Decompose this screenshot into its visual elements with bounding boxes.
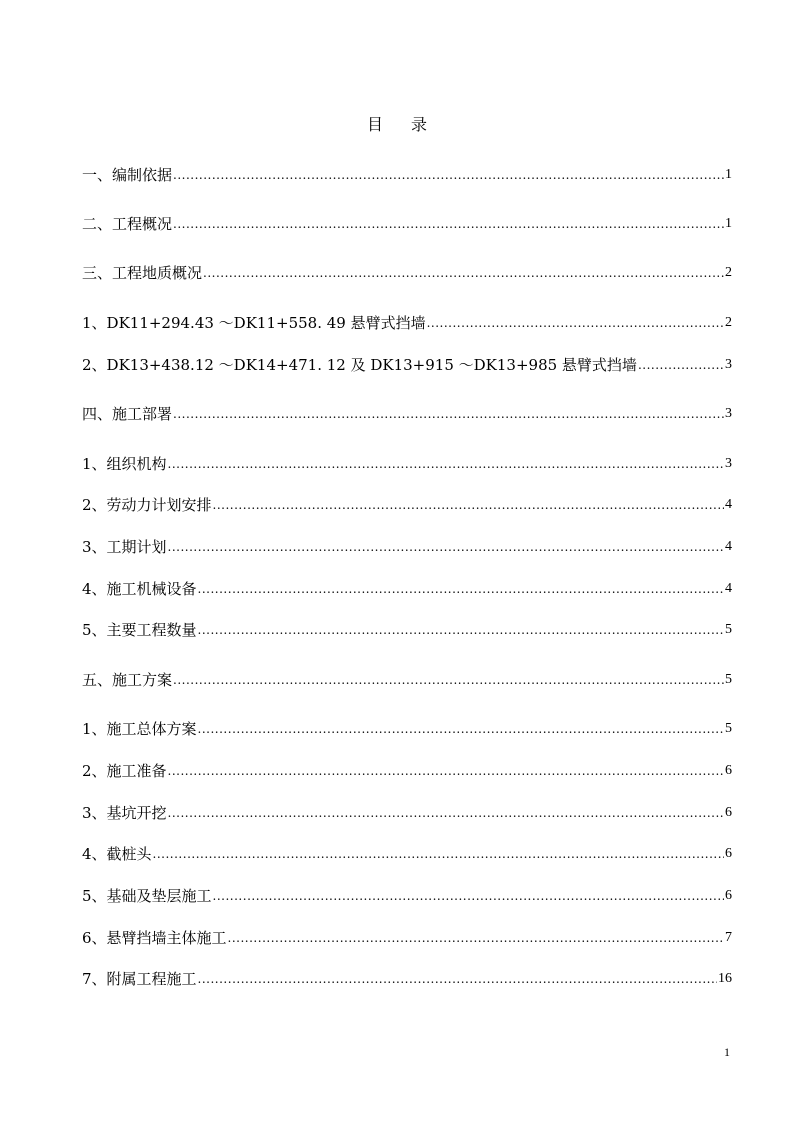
toc-entry-label: 1、DK11+294.43 ～DK11+558. 49 悬臂式挡墙 (82, 314, 426, 332)
toc-leader-dots (198, 582, 724, 598)
toc-entry-page: 5 (725, 672, 732, 687)
toc-leader-dots (168, 457, 724, 473)
toc-entry-page: 2 (725, 315, 732, 330)
toc-entry-page: 5 (725, 721, 732, 736)
toc-entry-label: 1、组织机构 (82, 455, 167, 473)
toc-entry-page: 6 (725, 805, 732, 820)
toc-leader-dots (168, 764, 724, 780)
toc-entry[interactable] (82, 211, 732, 233)
toc-leader-dots (638, 358, 724, 374)
toc-entry[interactable] (82, 925, 732, 947)
toc-entry[interactable] (82, 758, 732, 780)
toc-entry-page: 3 (725, 406, 732, 421)
toc-entry[interactable] (82, 716, 732, 738)
toc-entry-label: 2、施工准备 (82, 762, 167, 780)
toc-entry-label: 4、施工机械设备 (82, 580, 197, 598)
toc-entry-label: 1、施工总体方案 (82, 720, 197, 738)
toc-entry-page: 6 (725, 888, 732, 903)
toc-entry-label: 2、DK13+438.12 ～DK14+471. 12 及 DK13+915 ～DK13+985 悬臂式挡墙 (82, 356, 637, 374)
toc-leader-dots (168, 540, 724, 556)
toc-entry[interactable] (82, 667, 732, 689)
toc-entry[interactable] (82, 576, 732, 598)
toc-entry[interactable] (82, 800, 732, 822)
toc-leader-dots (203, 266, 724, 282)
toc-leader-dots (427, 316, 724, 332)
toc-entry[interactable] (82, 841, 732, 863)
toc-entry-label: 四、施工部署 (82, 405, 173, 423)
page-number: 1 (724, 1045, 730, 1059)
toc-leader-dots (173, 407, 724, 423)
toc-entry-label: 二、工程概况 (82, 215, 173, 233)
toc-leader-dots (228, 931, 724, 947)
toc-entry-page: 3 (725, 456, 732, 471)
toc-leader-dots (213, 889, 724, 905)
toc-entry-label: 5、主要工程数量 (82, 621, 197, 639)
toc-entry-label: 3、工期计划 (82, 538, 167, 556)
toc-title (0, 112, 794, 135)
toc-entry-label: 7、附属工程施工 (82, 970, 197, 988)
toc-entry[interactable] (82, 617, 732, 639)
toc-entry[interactable] (82, 260, 732, 282)
toc-leader-dots (153, 847, 724, 863)
toc-entry-page: 3 (725, 357, 732, 372)
toc-entry-label: 一、编制依据 (82, 166, 173, 184)
toc-entry-page: 6 (725, 763, 732, 778)
toc-title-part2: 录 (411, 115, 428, 134)
toc-entry-page: 7 (725, 930, 732, 945)
toc-leader-dots (198, 722, 724, 738)
toc-leader-dots (173, 217, 724, 233)
toc-entry-page: 4 (725, 539, 732, 554)
toc-leader-dots (213, 498, 724, 514)
toc-entry-label: 2、劳动力计划安排 (82, 496, 212, 514)
toc-entry-page: 2 (725, 265, 732, 280)
toc-entry-page: 1 (725, 216, 732, 231)
toc-leader-dots (173, 168, 724, 184)
toc-entry-page: 5 (725, 622, 732, 637)
toc-entry[interactable] (82, 352, 732, 374)
toc-entry-page: 6 (725, 846, 732, 861)
toc-entry[interactable] (82, 883, 732, 905)
toc-entry-label: 3、基坑开挖 (82, 804, 167, 822)
toc-entry-label: 5、基础及垫层施工 (82, 887, 212, 905)
toc-title-part1: 目 (366, 115, 383, 134)
toc-leader-dots (198, 972, 717, 988)
toc-entry[interactable] (82, 492, 732, 514)
toc-entry[interactable] (82, 451, 732, 473)
toc-entry-label: 三、工程地质概况 (82, 264, 203, 282)
toc-entry-page: 1 (725, 167, 732, 182)
toc-entry[interactable] (82, 310, 732, 332)
toc-entry[interactable] (82, 162, 732, 184)
toc-entry[interactable] (82, 966, 732, 988)
toc-entry-label: 4、截桩头 (82, 845, 152, 863)
toc-entry-page: 4 (725, 581, 732, 596)
toc-entry[interactable] (82, 401, 732, 423)
toc-entry-page: 16 (718, 971, 732, 986)
toc-leader-dots (173, 673, 724, 689)
toc-entry-page: 4 (725, 497, 732, 512)
toc-leader-dots (168, 806, 724, 822)
toc-leader-dots (198, 623, 724, 639)
toc-entry[interactable] (82, 534, 732, 556)
toc-entry-label: 五、施工方案 (82, 671, 173, 689)
toc-entry-label: 6、悬臂挡墙主体施工 (82, 929, 227, 947)
